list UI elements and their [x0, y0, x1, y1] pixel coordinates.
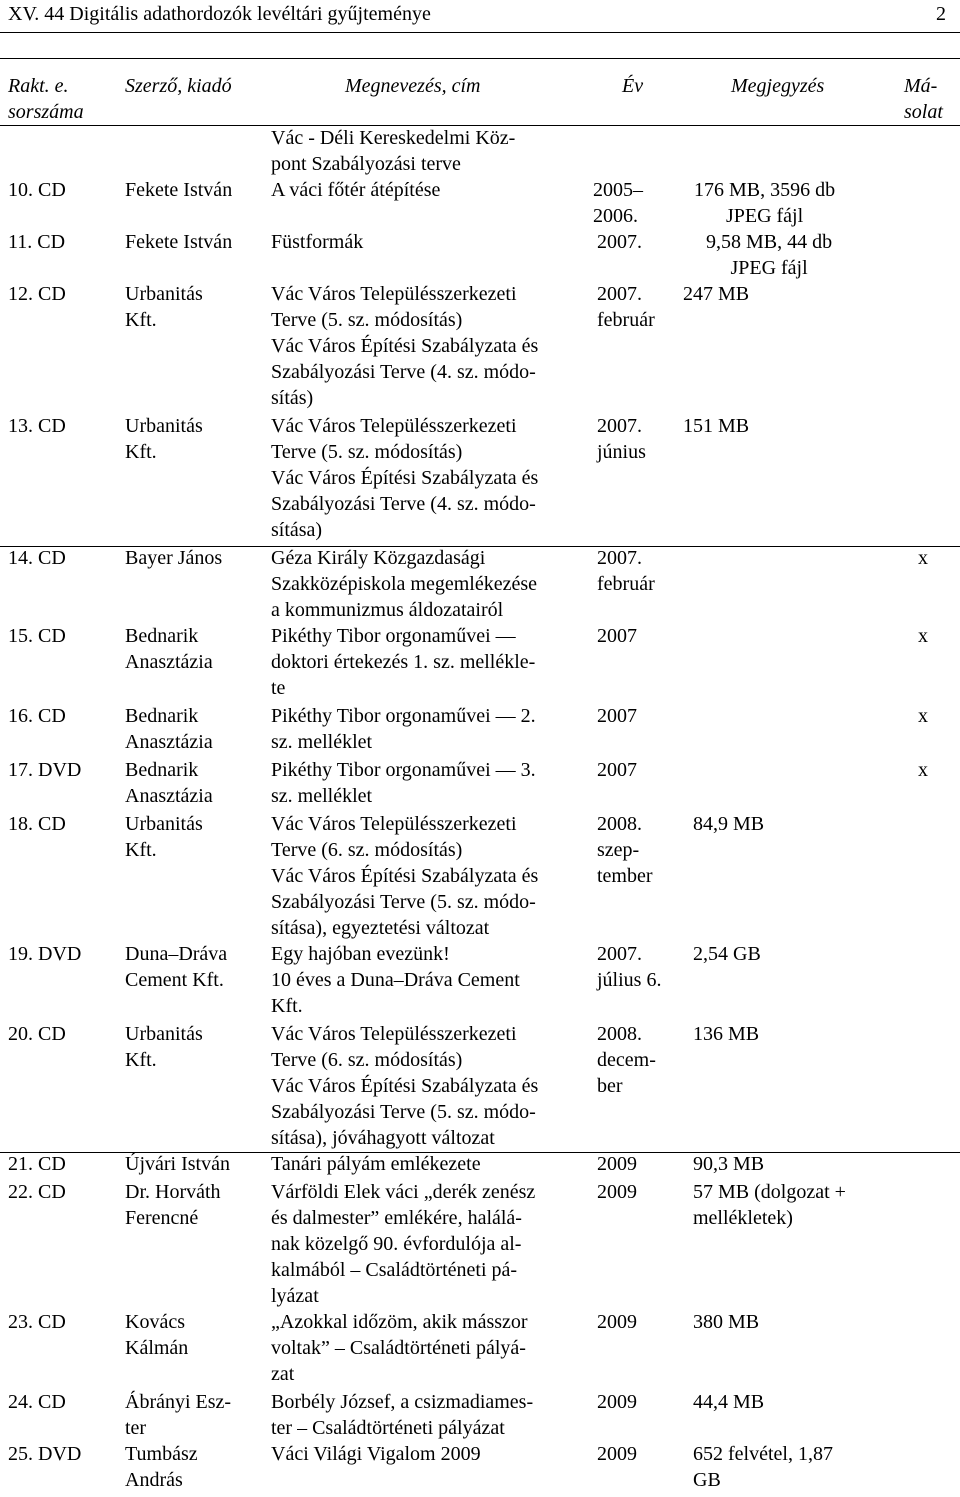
- cell-year: 2007. február: [597, 547, 655, 595]
- cell-author: Bayer János: [125, 547, 223, 569]
- cell-author: Újvári István: [125, 1153, 230, 1175]
- cell-title: Pikéthy Tibor orgonaművei — 3. sz. melléklet: [271, 759, 536, 807]
- col-header-year: Év: [622, 75, 644, 97]
- cell-author: Dr. Horváth Ferencné: [125, 1181, 221, 1229]
- cell-year: 2007: [597, 759, 637, 781]
- cell-year: 2007: [597, 705, 637, 727]
- cell-no: 10. CD: [8, 179, 66, 201]
- cell-title: Füstformák: [271, 231, 364, 253]
- page-header: [0, 0, 960, 33]
- cell-title: Pikéthy Tibor orgonaművei — 2. sz. melléklet: [271, 705, 536, 753]
- cell-title: Vác Város Településszerkezeti Terve (6. sz. módosítás) Vác Város Építési Szabályzata és Szabályozási Terve (5. sz. módo- sítása), egyeztetési változat: [271, 813, 539, 939]
- cell-year: 2007: [597, 625, 637, 647]
- cell-title: Várföldi Elek váci „derék zenész és dalmester” emlékére, halálá- nak közelgő 90. évfordulója al- kalmából – Családtörténeti pá- lyázat: [271, 1181, 536, 1307]
- cell-note: 176 MB, 3596 db JPEG fájl: [694, 179, 836, 227]
- cell-author: Ábrányi Esz- ter: [125, 1391, 232, 1439]
- cell-title: Vác Város Településszerkezeti Terve (6. sz. módosítás) Vác Város Építési Szabályzata és Szabályozási Terve (5. sz. módo- sítása), jóváhagyott változat: [271, 1023, 539, 1149]
- cell-year: 2009: [597, 1181, 637, 1203]
- cell-year: 2007. február: [597, 283, 655, 331]
- col-header-author: Szerző, kiadó: [125, 75, 232, 97]
- cell-title: Borbély József, a csizmadiames- ter – Családtörténeti pályázat: [271, 1391, 534, 1439]
- cell-no: 17. DVD: [8, 759, 82, 781]
- cell-no: 15. CD: [8, 625, 66, 647]
- cell-year: 2009: [597, 1153, 637, 1175]
- col-header-no: Rakt. e. sorszáma: [8, 75, 84, 123]
- col-header-title: Megnevezés, cím: [345, 75, 481, 97]
- cell-title: Vác Város Településszerkezeti Terve (5. sz. módosítás) Vác Város Építési Szabályzata és Szabályozási Terve (4. sz. módo- sítása): [271, 415, 539, 541]
- cell-author: Fekete István: [125, 231, 233, 253]
- cell-note: 2,54 GB: [693, 943, 761, 965]
- cell-author: Urbanitás Kft.: [125, 1023, 203, 1071]
- cell-title: Vác - Déli Kereskedelmi Köz- pont Szabályozási terve: [271, 127, 516, 175]
- cell-author: Bednarik Anasztázia: [125, 625, 213, 673]
- cell-author: Bednarik Anasztázia: [125, 759, 213, 807]
- cell-title: Váci Világi Vigalom 2009: [271, 1443, 481, 1465]
- col-header-copy: Má- solat: [904, 75, 943, 123]
- table-rule: [0, 58, 960, 59]
- cell-author: Bednarik Anasztázia: [125, 705, 213, 753]
- cell-note: 136 MB: [693, 1023, 760, 1045]
- cell-year: 2007.: [597, 231, 642, 253]
- cell-note: 57 MB (dolgozat + mellékletek): [693, 1181, 846, 1229]
- cell-no: 13. CD: [8, 415, 66, 437]
- cell-note: 90,3 MB: [693, 1153, 765, 1175]
- cell-no: 25. DVD: [8, 1443, 82, 1465]
- cell-no: 19. DVD: [8, 943, 82, 965]
- cell-author: Urbanitás Kft.: [125, 415, 203, 463]
- cell-no: 21. CD: [8, 1153, 66, 1175]
- cell-author: Fekete István: [125, 179, 233, 201]
- cell-title: Tanári pályám emlékezete: [271, 1153, 481, 1175]
- cell-no: 23. CD: [8, 1311, 66, 1333]
- cell-no: 11. CD: [8, 231, 66, 253]
- page-number: 2: [936, 3, 946, 25]
- cell-note: 652 felvétel, 1,87 GB: [693, 1443, 833, 1491]
- header-title: XV. 44 Digitális adathordozók levéltári gyűjteménye: [8, 3, 431, 25]
- cell-year: 2008. decem- ber: [597, 1023, 656, 1097]
- cell-author: Duna–Dráva Cement Kft.: [125, 943, 228, 991]
- cell-title: A váci főtér átépítése: [271, 179, 441, 201]
- cell-title: „Azokkal időzöm, akik másszor voltak” – Családtörténeti pályá- zat: [271, 1311, 528, 1385]
- cell-author: Urbanitás Kft.: [125, 283, 203, 331]
- cell-no: 20. CD: [8, 1023, 66, 1045]
- cell-year: 2008. szep- tember: [597, 813, 653, 887]
- cell-author: Kovács Kálmán: [125, 1311, 189, 1359]
- col-header-note: Megjegyzés: [731, 75, 825, 97]
- cell-note: 9,58 MB, 44 db JPEG fájl: [706, 231, 833, 279]
- cell-note: 380 MB: [693, 1311, 760, 1333]
- cell-note: 84,9 MB: [693, 813, 765, 835]
- cell-note: 151 MB: [683, 415, 750, 437]
- cell-note: 247 MB: [683, 283, 750, 305]
- cell-no: 18. CD: [8, 813, 66, 835]
- cell-copy: x: [918, 759, 928, 781]
- cell-year: 2007. június: [597, 415, 646, 463]
- cell-year: 2009: [597, 1391, 637, 1413]
- cell-year: 2009: [597, 1443, 637, 1465]
- cell-year: 2009: [597, 1311, 637, 1333]
- cell-year: 2005– 2006.: [593, 179, 643, 227]
- cell-copy: x: [918, 705, 928, 727]
- cell-note: 44,4 MB: [693, 1391, 765, 1413]
- cell-title: Egy hajóban evezünk! 10 éves a Duna–Dráva Cement Kft.: [271, 943, 520, 1017]
- cell-no: 24. CD: [8, 1391, 66, 1413]
- cell-copy: x: [918, 547, 928, 569]
- cell-no: 22. CD: [8, 1181, 66, 1203]
- cell-no: 14. CD: [8, 547, 66, 569]
- cell-title: Géza Király Közgazdasági Szakközépiskola megemlékezése a kommunizmus áldozatairól: [271, 547, 537, 621]
- cell-no: 16. CD: [8, 705, 66, 727]
- cell-no: 12. CD: [8, 283, 66, 305]
- cell-author: Urbanitás Kft.: [125, 813, 203, 861]
- cell-author: Tumbász András: [125, 1443, 198, 1491]
- cell-title: Pikéthy Tibor orgonaművei — doktori értekezés 1. sz. mellékle- te: [271, 625, 536, 699]
- cell-year: 2007. július 6.: [597, 943, 662, 991]
- cell-copy: x: [918, 625, 928, 647]
- cell-title: Vác Város Településszerkezeti Terve (5. sz. módosítás) Vác Város Építési Szabályzata és Szabályozási Terve (4. sz. módo- sítás): [271, 283, 539, 409]
